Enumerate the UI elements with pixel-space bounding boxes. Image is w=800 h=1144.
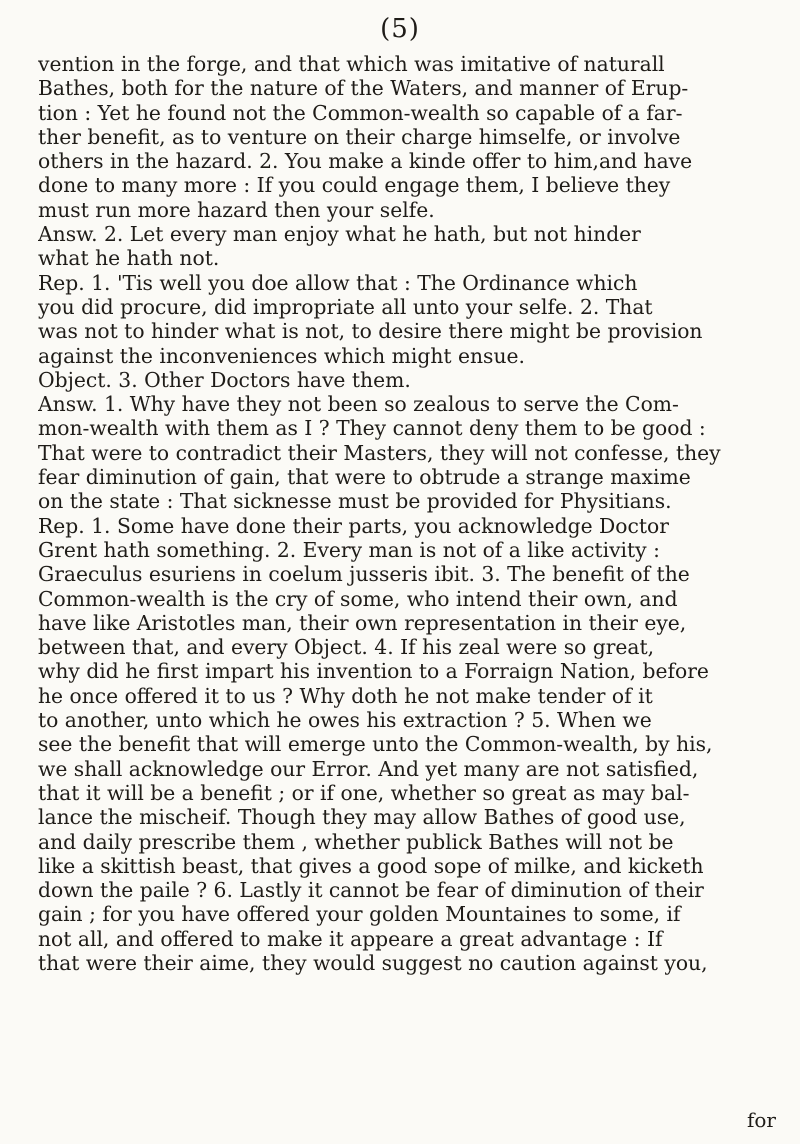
text-line: vention in the forge, and that which was imitative of naturall	[38, 52, 665, 76]
text-line: and daily prescribe them , whether publick Bathes will not be	[38, 829, 674, 854]
text-line: see the benefit that will emerge unto the Common-wealth, by his,	[38, 732, 713, 757]
text-line: against the inconveniences which might ensue.	[38, 343, 525, 368]
text-line: between that, and every Object. 4. If his zeal were so great,	[38, 635, 655, 660]
text-line: done to many more : If you could engage them, I believe they	[38, 173, 671, 198]
text-line: that it will be a benefit ; or if one, whether so great as may bal-	[38, 780, 690, 805]
text-line: what he hath not.	[38, 246, 220, 271]
text-line: like a skittish beast, that gives a good sope of milke, and kicketh	[38, 853, 704, 878]
text-line: ther benefit, as to venture on their charge himselfe, or involve	[38, 124, 681, 149]
text-line: Grent hath something. 2. Every man is not of a like activity :	[38, 537, 660, 562]
text-line: must run more hazard then your selfe.	[38, 197, 435, 222]
text-line: others in the hazard. 2. You make a kinde offer to him,and have	[38, 149, 693, 174]
page-number: (5)	[380, 14, 420, 44]
text-line: was not to hinder what is not, to desire there might be provision	[38, 319, 703, 344]
text-line: not all, and offered to make it appeare a great advantage : If	[38, 926, 663, 951]
text-line: Rep. 1. Some have done their parts, you acknowledge Doctor	[38, 513, 669, 538]
text-line: you did procure, did impropriate all unto your selfe. 2. That	[38, 294, 653, 319]
text-line: Common-wealth is the cry of some, who intend their own, and	[38, 586, 678, 611]
text-line: down the paile ? 6. Lastly it cannot be fear of diminution of their	[38, 878, 704, 903]
text-line: to another, unto which he owes his extraction ? 5. When we	[38, 708, 652, 733]
text-line: he once offered it to us ? Why doth he not make tender of it	[38, 683, 653, 708]
text-line: Answ. 1. Why have they not been so zealous to serve the Com-	[38, 392, 679, 417]
text-line: Rep. 1. 'Tis well you doe allow that : The Ordinance which	[38, 270, 638, 295]
text-line: lance the mischeif. Though they may allow Bathes of good use,	[38, 805, 686, 830]
text-line: gain ; for you have offered your golden Mountaines to some, if	[38, 902, 681, 927]
text-line: Graeculus esuriens in coelum jusseris ibit. 3. The benefit of the	[38, 562, 690, 587]
text-line: Object. 3. Other Doctors have them.	[38, 367, 411, 392]
text-line: on the state : That sicknesse must be provided for Physitians.	[38, 489, 672, 514]
text-line: Bathes, both for the nature of the Waters, and manner of Erup-	[38, 76, 689, 101]
body-text	[38, 52, 778, 975]
text-line: that were their aime, they would suggest no caution against you,	[38, 950, 708, 975]
text-line: That were to contradict their Masters, they will not confesse, they	[38, 440, 721, 465]
catchword: for	[746, 1108, 776, 1132]
text-line: we shall acknowledge our Error. And yet many are not satisfied,	[38, 756, 699, 781]
text-line: why did he first impart his invention to a Forraign Nation, before	[38, 659, 709, 684]
text-line: mon-wealth with them as I ? They cannot deny them to be good :	[38, 416, 706, 441]
text-line: tion : Yet he found not the Common-wealth so capable of a far-	[38, 100, 683, 125]
text-line: Answ. 2. Let every man enjoy what he hath, but not hinder	[38, 222, 641, 247]
text-line: fear diminution of gain, that were to obtrude a strange maxime	[38, 465, 691, 490]
text-line: have like Aristotles man, their own representation in their eye,	[38, 610, 687, 635]
